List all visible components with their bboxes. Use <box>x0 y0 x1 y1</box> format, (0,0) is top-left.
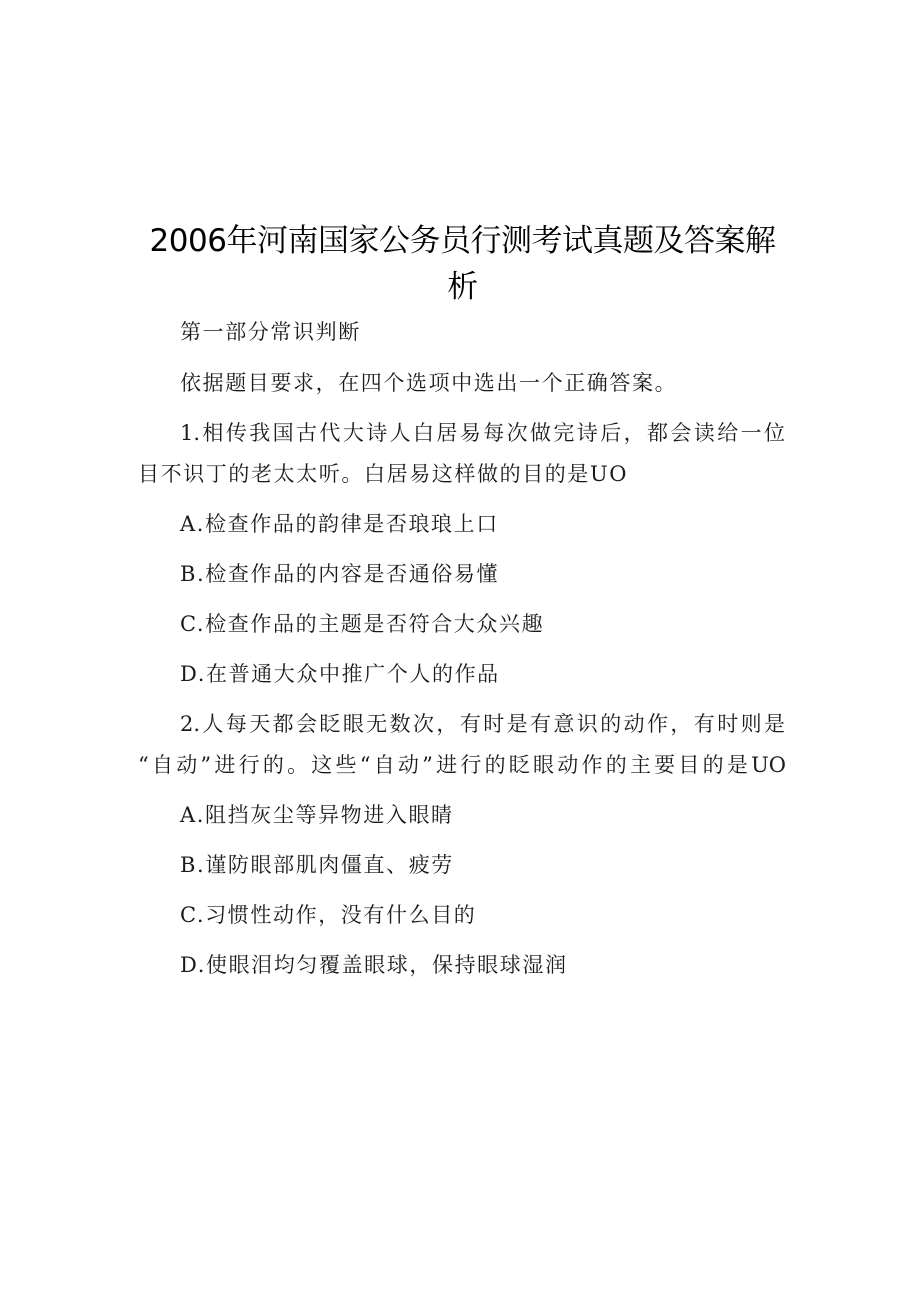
question-2-option-a: A.阻挡灰尘等异物进入眼睛 <box>180 803 454 827</box>
question-2-option-c: C.习惯性动作，没有什么目的 <box>180 903 477 927</box>
question-2-option-b: B.谨防眼部肌肉僵直、疲劳 <box>180 853 454 877</box>
instruction-text: 依据题目要求，在四个选项中选出一个正确答案。 <box>180 371 678 395</box>
question-1-stem-line-2: 目不识丁的老太太听。白居易这样做的目的是UO <box>138 462 629 486</box>
question-1-option-c: C.检查作品的主题是否符合大众兴趣 <box>180 612 545 636</box>
question-1-option-d: D.在普通大众中推广个人的作品 <box>180 662 500 686</box>
question-2-option-d: D.使眼泪均匀覆盖眼球，保持眼球湿润 <box>180 953 568 977</box>
title-line-1: 2006年河南国家公务员行测考试真题及答案解 <box>149 223 776 259</box>
question-2-stem-line-1: 2.人每天都会眨眼无数次，有时是有意识的动作，有时则是 <box>180 712 785 736</box>
question-1-option-b: B.检查作品的内容是否通俗易懂 <box>180 562 500 586</box>
question-2-stem-line-2: “自动”进行的。这些“自动”进行的眨眼动作的主要目的是UO <box>138 753 786 777</box>
section-heading: 第一部分常识判断 <box>180 320 361 344</box>
question-1-stem-line-1: 1.相传我国古代大诗人白居易每次做完诗后，都会读给一位 <box>180 421 785 445</box>
title-line-2: 析 <box>447 269 478 305</box>
document-title <box>140 218 785 310</box>
question-1-option-a: A.检查作品的韵律是否琅琅上口 <box>180 512 499 536</box>
